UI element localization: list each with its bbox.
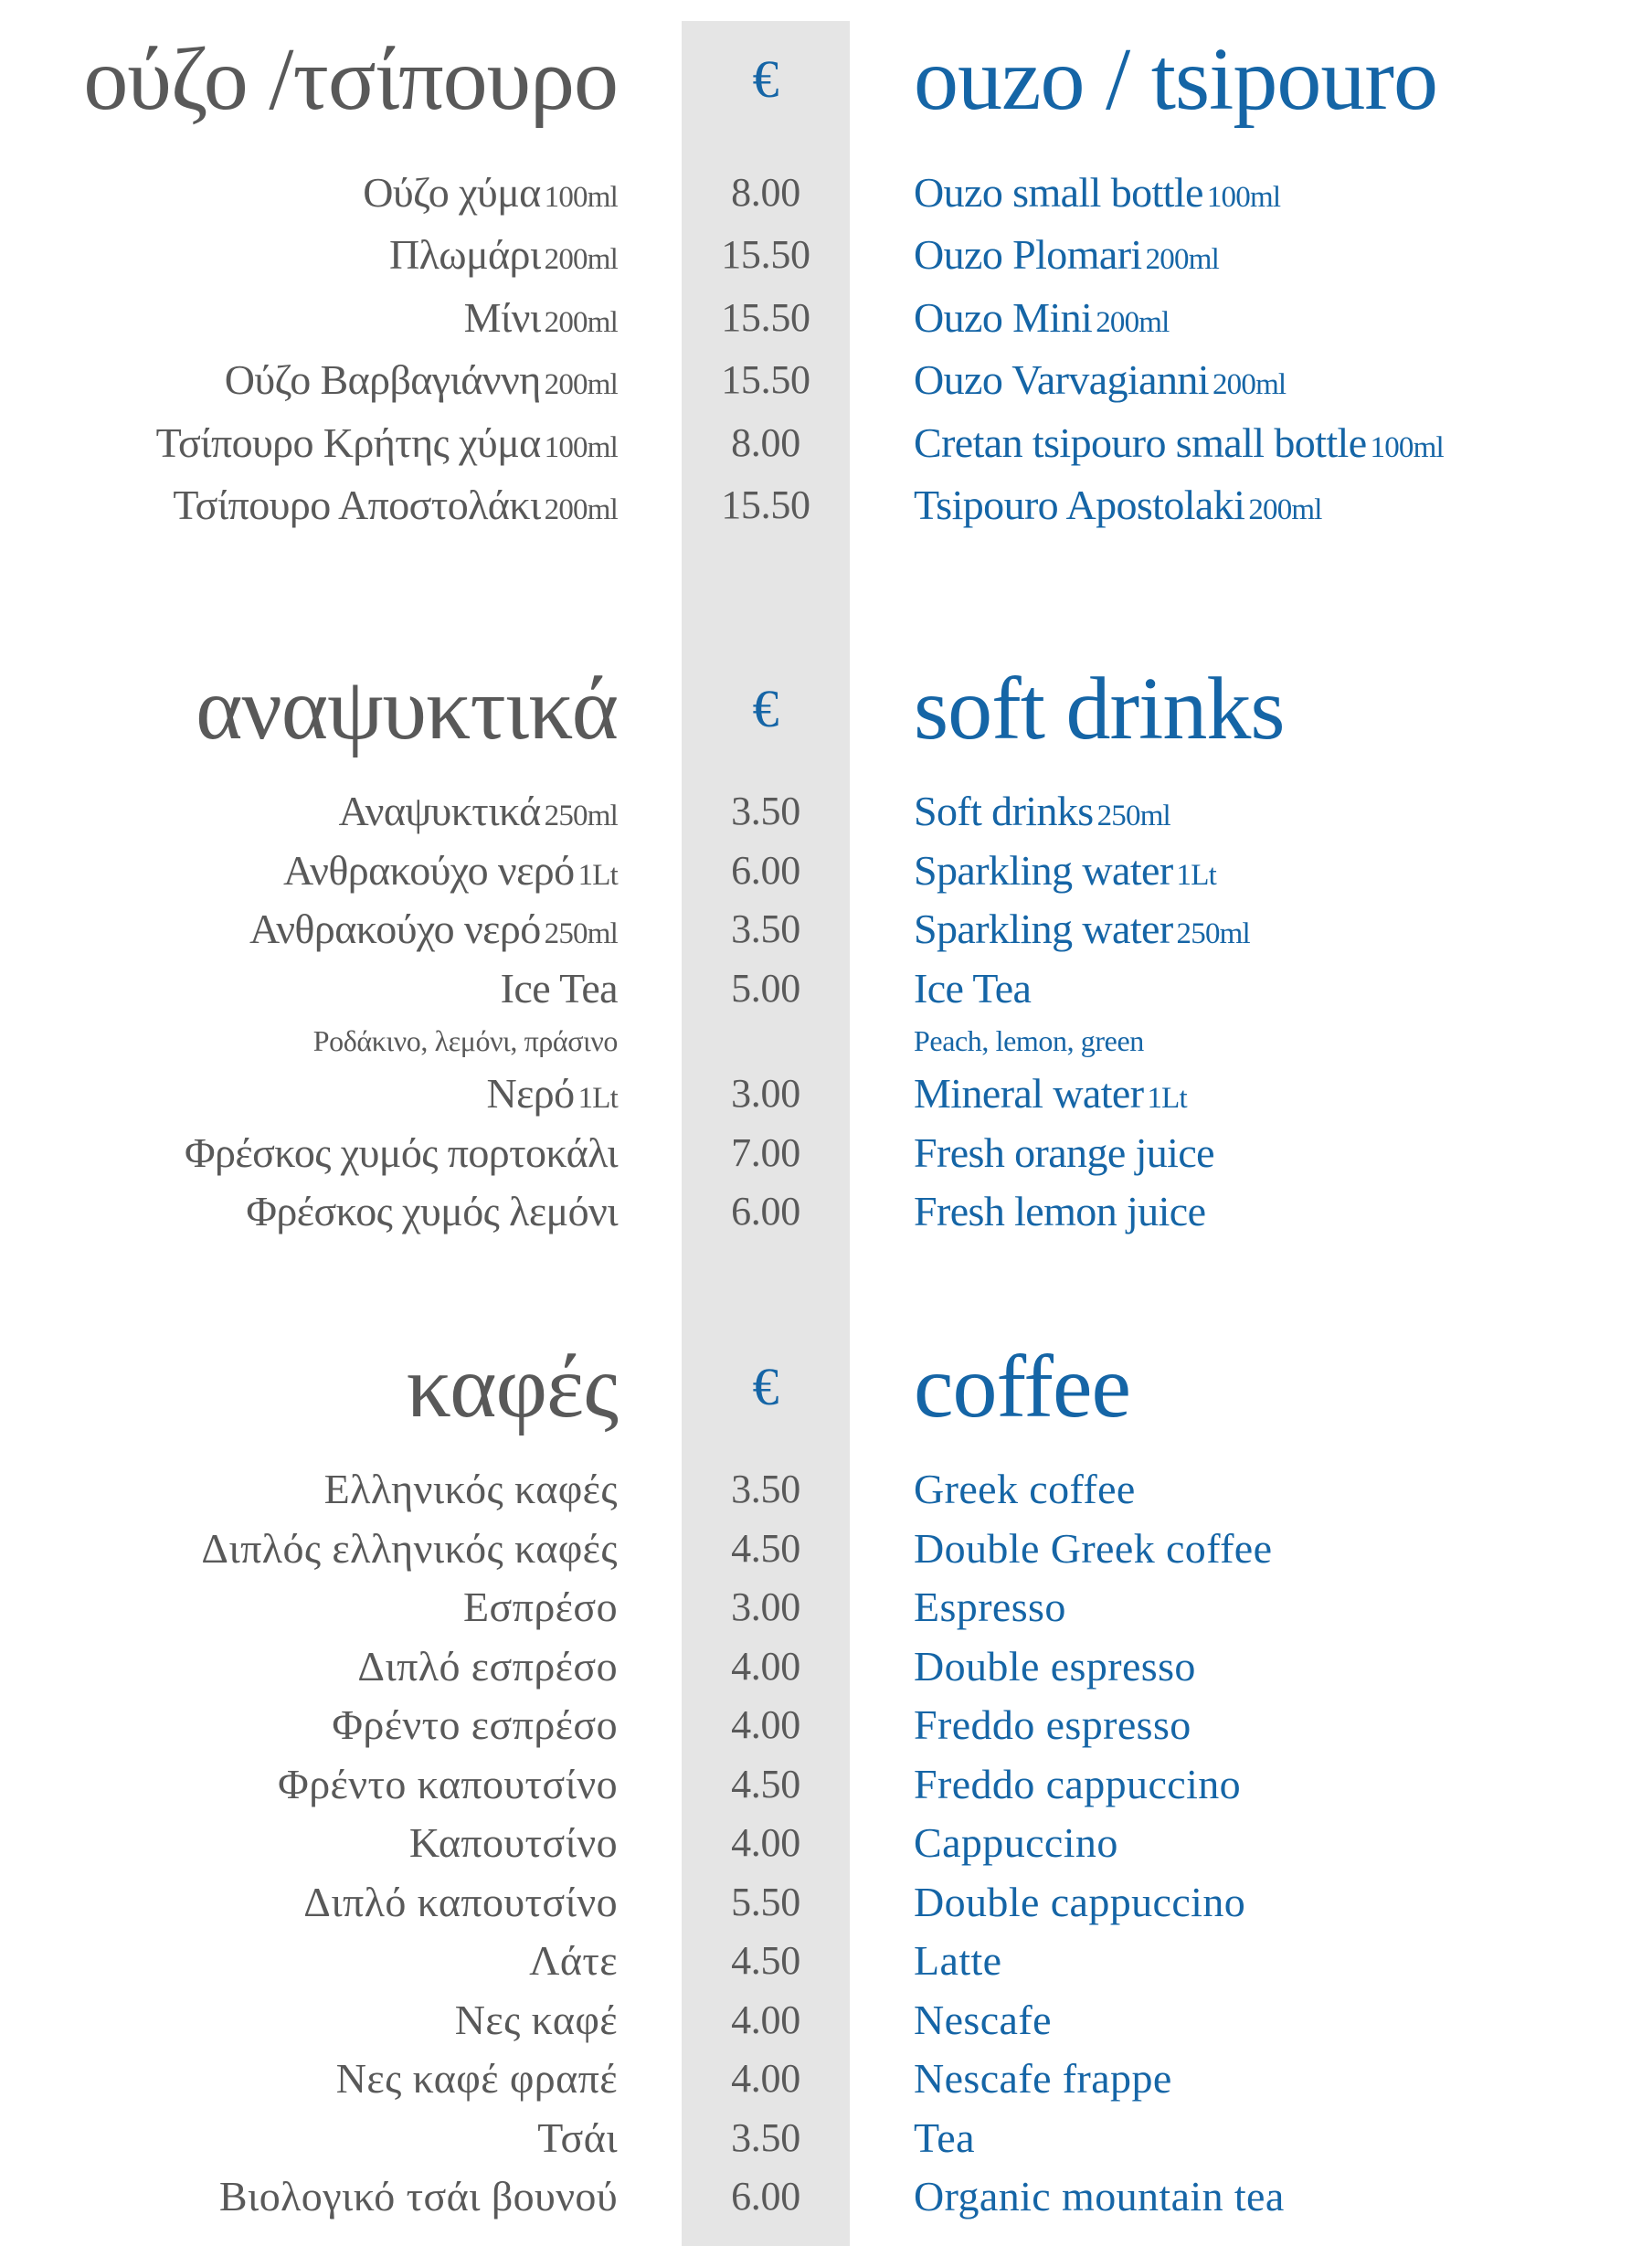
item-name-greek: Καπουτσίνο bbox=[408, 1819, 618, 1866]
section-title-greek: καφές bbox=[406, 1338, 618, 1436]
section-soft-drinks-items bbox=[0, 782, 1652, 1242]
item-volume-english: 100ml bbox=[1370, 430, 1444, 464]
item-price: 6.00 bbox=[731, 2174, 800, 2219]
menu-item bbox=[0, 1578, 1652, 1637]
item-price: 4.00 bbox=[731, 2056, 800, 2101]
menu-item bbox=[0, 900, 1652, 959]
item-volume-english: 250ml bbox=[1176, 917, 1250, 950]
item-price: 15.50 bbox=[721, 294, 810, 340]
menu-item bbox=[0, 474, 1652, 536]
euro-currency-icon: € bbox=[752, 1357, 779, 1416]
item-name-english: Tea bbox=[914, 2114, 975, 2161]
menu-item bbox=[0, 842, 1652, 901]
item-volume-english: 200ml bbox=[1248, 493, 1322, 526]
item-name-greek: Νερό bbox=[486, 1070, 575, 1117]
menu-item bbox=[0, 1814, 1652, 1873]
item-price: 3.50 bbox=[731, 2114, 800, 2160]
item-volume-greek: 250ml bbox=[544, 800, 618, 832]
item-name-greek: Ανθρακούχο νερό bbox=[282, 846, 575, 894]
menu-item bbox=[0, 162, 1652, 224]
item-name-english: Espresso bbox=[914, 1584, 1066, 1630]
item-name-english: Tsipouro Apostolaki bbox=[914, 481, 1245, 528]
item-price: 8.00 bbox=[731, 170, 800, 215]
item-name-greek: Τσίπουρο Αποστολάκι bbox=[173, 481, 541, 528]
euro-currency-icon: € bbox=[752, 49, 779, 109]
item-price: 3.50 bbox=[731, 1467, 800, 1511]
item-name-greek: Διπλό εσπρέσο bbox=[357, 1642, 618, 1690]
item-volume-english: 200ml bbox=[1145, 243, 1219, 277]
item-note-greek: Ροδάκινο, λεμόνι, πράσινο bbox=[312, 1024, 618, 1057]
item-name-greek: Βιολογικό τσάι βουνού bbox=[218, 2173, 618, 2220]
item-price: 4.50 bbox=[731, 1525, 800, 1571]
section-soft-drinks bbox=[0, 659, 1652, 759]
item-name-greek: Λάτε bbox=[529, 1937, 618, 1984]
item-name-english: Double cappuccino bbox=[914, 1878, 1246, 1925]
item-name-greek: Διπλός ελληνικός καφές bbox=[201, 1524, 618, 1572]
item-name-english: Ouzo Varvagianni bbox=[914, 356, 1209, 404]
item-volume-english: 200ml bbox=[1212, 368, 1287, 402]
item-name-english: Freddo cappuccino bbox=[914, 1760, 1242, 1807]
item-volume-english: 1Lt bbox=[1176, 858, 1216, 892]
item-name-english: Nescafe bbox=[914, 1996, 1052, 2043]
item-name-english: Greek coffee bbox=[914, 1466, 1136, 1512]
item-name-english: Mineral water bbox=[914, 1070, 1144, 1117]
item-price: 5.50 bbox=[731, 1879, 800, 1924]
item-name-greek: Ανθρακούχο νερό bbox=[249, 906, 541, 952]
item-name-greek: Φρέντο καπουτσίνο bbox=[278, 1760, 618, 1807]
item-price: 4.00 bbox=[731, 1643, 800, 1689]
section-title-english: coffee bbox=[914, 1338, 1130, 1436]
item-price: 4.50 bbox=[731, 1761, 800, 1806]
item-name-greek: Διπλό καπουτσίνο bbox=[303, 1878, 618, 1925]
section-ouzo-tsipouro-items bbox=[0, 162, 1652, 536]
item-volume-greek: 1Lt bbox=[577, 858, 618, 892]
section-header bbox=[0, 1337, 1652, 1437]
menu-item bbox=[0, 1182, 1652, 1242]
item-name-english: Sparkling water bbox=[914, 906, 1173, 952]
menu-item bbox=[0, 959, 1652, 1019]
menu-item bbox=[0, 1696, 1652, 1755]
menu-item bbox=[0, 1932, 1652, 1991]
item-volume-english: 1Lt bbox=[1147, 1082, 1187, 1115]
item-name-english: Cappuccino bbox=[914, 1819, 1118, 1866]
item-name-english: Sparkling water bbox=[914, 846, 1173, 894]
item-price: 5.00 bbox=[731, 965, 800, 1011]
section-coffee bbox=[0, 1337, 1652, 1437]
item-volume-greek: 200ml bbox=[544, 243, 618, 277]
item-volume-english: 100ml bbox=[1206, 181, 1281, 214]
item-name-english: Ouzo small bottle bbox=[914, 169, 1203, 216]
item-volume-greek: 100ml bbox=[544, 430, 618, 464]
section-header bbox=[0, 659, 1652, 759]
item-price: 4.00 bbox=[731, 1820, 800, 1865]
item-volume-greek: 1Lt bbox=[577, 1082, 618, 1115]
item-price: 3.50 bbox=[731, 789, 800, 833]
item-price: 7.00 bbox=[731, 1129, 800, 1175]
item-name-greek: Ελληνικός καφές bbox=[323, 1466, 618, 1512]
item-name-greek: Νες καφέ bbox=[454, 1996, 618, 2043]
item-name-english: Latte bbox=[914, 1937, 1002, 1984]
item-name-english: Fresh orange juice bbox=[914, 1128, 1214, 1176]
section-title-english: soft drinks bbox=[914, 660, 1285, 758]
menu-item bbox=[0, 1755, 1652, 1815]
item-name-english: Soft drinks bbox=[914, 788, 1094, 834]
item-price: 6.00 bbox=[731, 847, 800, 893]
item-name-english: Freddo espresso bbox=[914, 1701, 1191, 1748]
menu-item bbox=[0, 2109, 1652, 2168]
item-name-greek: Ούζο Βαρβαγιάννη bbox=[224, 356, 541, 404]
item-name-greek: Ice Tea bbox=[500, 964, 618, 1012]
item-volume-greek: 200ml bbox=[544, 368, 618, 402]
menu-item bbox=[0, 1460, 1652, 1520]
item-name-greek: Αναψυκτικά bbox=[338, 788, 541, 834]
item-name-english: Double Greek coffee bbox=[914, 1524, 1273, 1572]
item-price: 4.00 bbox=[731, 1702, 800, 1747]
item-name-greek: Μίνι bbox=[463, 293, 541, 341]
section-ouzo-tsipouro bbox=[0, 29, 1652, 130]
item-price: 8.00 bbox=[731, 419, 800, 465]
item-name-english: Ice Tea bbox=[914, 964, 1032, 1012]
section-header bbox=[0, 29, 1652, 130]
menu-item bbox=[0, 1520, 1652, 1579]
item-volume-greek: 250ml bbox=[544, 917, 618, 950]
item-name-greek: Εσπρέσο bbox=[463, 1584, 618, 1630]
item-volume-english: 200ml bbox=[1096, 305, 1170, 339]
euro-currency-icon: € bbox=[752, 679, 779, 738]
section-title-english: ouzo / tsipouro bbox=[914, 30, 1437, 129]
item-name-english: Ouzo Mini bbox=[914, 293, 1093, 341]
item-price: 3.00 bbox=[731, 1584, 800, 1629]
item-name-english: Nescafe frappe bbox=[914, 2055, 1172, 2102]
section-title-greek: ούζο /τσίπουρο bbox=[83, 30, 618, 129]
item-name-greek: Τσίπουρο Κρήτης χύμα bbox=[155, 418, 541, 466]
menu-item bbox=[0, 1991, 1652, 2050]
menu-item bbox=[0, 412, 1652, 474]
menu-item bbox=[0, 1124, 1652, 1183]
item-name-greek: Τσάι bbox=[537, 2114, 618, 2161]
item-name-greek: Πλωμάρι bbox=[388, 231, 541, 279]
item-note-english: Peach, lemon, green bbox=[914, 1024, 1144, 1057]
item-name-greek: Φρέσκος χυμός πορτοκάλι bbox=[184, 1128, 618, 1176]
item-price: 6.00 bbox=[731, 1189, 800, 1234]
section-title-greek: αναψυκτικά bbox=[196, 660, 618, 758]
item-name-greek: Φρέσκος χυμός λεμόνι bbox=[246, 1188, 618, 1234]
menu-item bbox=[0, 349, 1652, 411]
item-name-greek: Φρέντο εσπρέσο bbox=[332, 1701, 618, 1748]
menu-item bbox=[0, 2167, 1652, 2227]
item-price: 3.50 bbox=[731, 906, 800, 951]
item-price: 15.50 bbox=[721, 357, 810, 403]
item-name-english: Cretan tsipouro small bottle bbox=[914, 418, 1367, 466]
item-volume-english: 250ml bbox=[1096, 800, 1170, 832]
item-price: 4.50 bbox=[731, 1938, 800, 1983]
item-name-english: Double espresso bbox=[914, 1642, 1196, 1690]
menu-item bbox=[0, 1873, 1652, 1933]
item-name-greek: Ούζο χύμα bbox=[363, 169, 541, 216]
menu-item-flavors-note bbox=[0, 1018, 1652, 1065]
item-name-english: Ouzo Plomari bbox=[914, 231, 1142, 279]
menu-item bbox=[0, 287, 1652, 349]
menu-item bbox=[0, 2050, 1652, 2109]
item-volume-greek: 200ml bbox=[544, 493, 618, 526]
item-price: 3.00 bbox=[731, 1071, 800, 1116]
menu-item bbox=[0, 1637, 1652, 1697]
menu-item bbox=[0, 1065, 1652, 1124]
item-name-english: Fresh lemon juice bbox=[914, 1188, 1206, 1234]
item-name-english: Organic mountain tea bbox=[914, 2173, 1285, 2220]
item-volume-greek: 200ml bbox=[544, 305, 618, 339]
menu-item bbox=[0, 782, 1652, 842]
item-price: 4.00 bbox=[731, 1997, 800, 2042]
item-price: 15.50 bbox=[721, 482, 810, 527]
item-price: 15.50 bbox=[721, 232, 810, 278]
item-volume-greek: 100ml bbox=[544, 181, 618, 214]
menu-item bbox=[0, 224, 1652, 286]
item-name-greek: Νες καφέ φραπέ bbox=[335, 2055, 618, 2102]
section-coffee-items bbox=[0, 1460, 1652, 2227]
